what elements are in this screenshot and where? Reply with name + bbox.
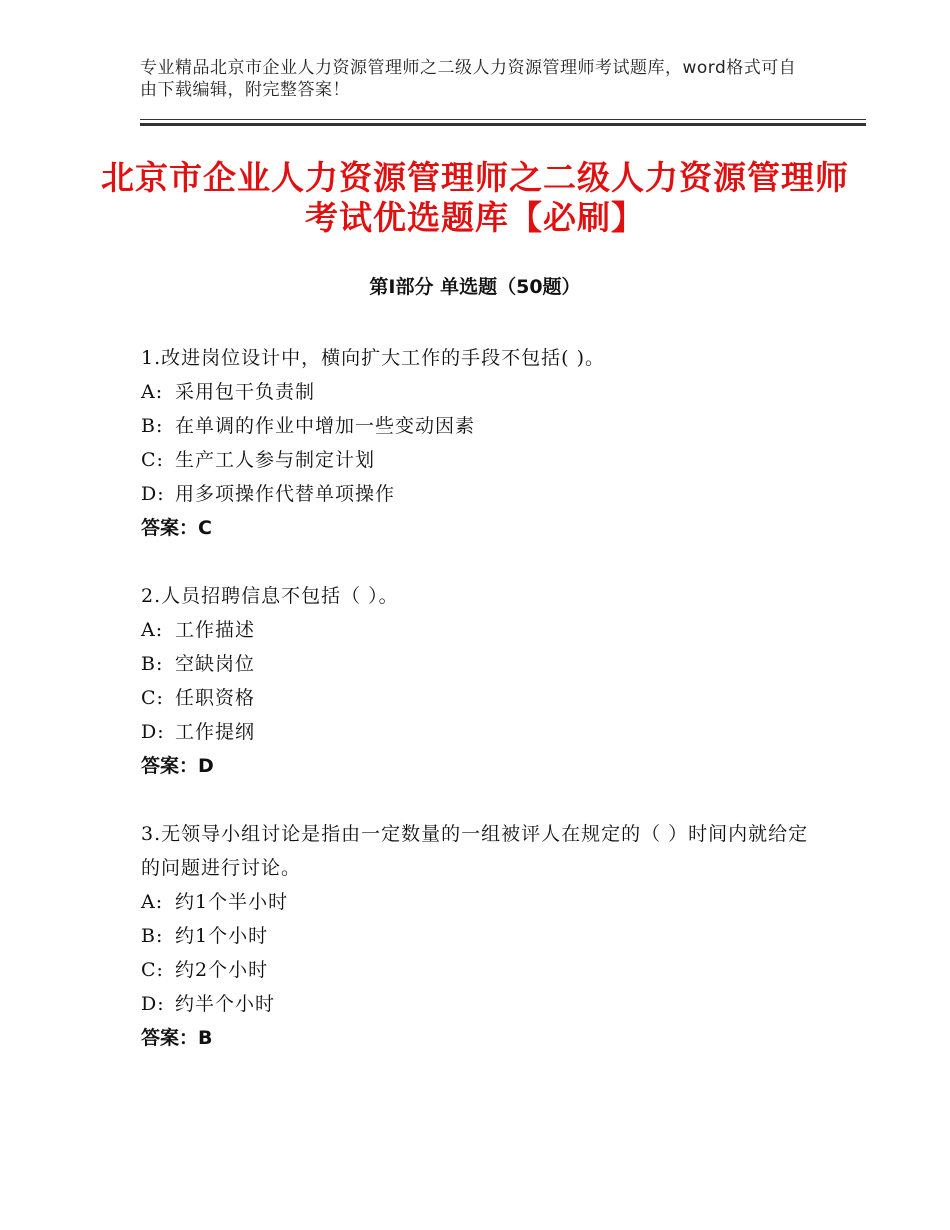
option-b [141, 919, 821, 953]
option-d [141, 987, 821, 1021]
option-key: A: [141, 891, 164, 913]
option-text: 约1个小时 [175, 925, 269, 947]
option-d [141, 715, 821, 749]
option-text: 任职资格 [175, 687, 256, 709]
option-c [141, 443, 821, 477]
option-key: C: [141, 449, 164, 471]
option-key: C: [141, 687, 164, 709]
answer: 答案：D [141, 755, 214, 777]
document-title: 北京市企业人力资源管理师之二级人力资源管理师考试优选题库【必刷】 [101, 158, 849, 237]
answer: 答案：B [141, 1027, 213, 1049]
header-note: 专业精品北京市企业人力资源管理师之二级人力资源管理师考试题库，word格式可自由下载编辑，附完整答案！ [140, 58, 797, 100]
option-d [141, 477, 821, 511]
option-text: 空缺岗位 [175, 653, 256, 675]
option-key: A: [141, 619, 164, 641]
section-heading: 第Ⅰ部分 单选题（50题） [369, 276, 581, 298]
option-key: D: [141, 483, 165, 505]
option-text: 工作提纲 [175, 721, 256, 743]
option-key: C: [141, 959, 164, 981]
option-c [141, 953, 821, 987]
header-divider-thick [140, 123, 866, 126]
option-text: 在单调的作业中增加一些变动因素 [175, 415, 476, 437]
option-a [141, 885, 821, 919]
option-key: B: [141, 653, 164, 675]
question-stem: 1.改进岗位设计中，横向扩大工作的手段不包括( )。 [141, 347, 605, 369]
option-key: B: [141, 925, 164, 947]
answer: 答案：C [141, 517, 212, 539]
option-a [141, 613, 821, 647]
question-list [141, 341, 821, 1089]
option-a [141, 375, 821, 409]
question-2 [141, 579, 821, 783]
option-text: 约1个半小时 [175, 891, 289, 913]
question-stem: 2.人员招聘信息不包括（ ）。 [141, 585, 399, 607]
option-text: 采用包干负责制 [175, 381, 316, 403]
option-key: D: [141, 993, 165, 1015]
option-key: B: [141, 415, 164, 437]
question-3 [141, 817, 821, 1055]
question-stem: 3.无领导小组讨论是指由一定数量的一组被评人在规定的（ ）时间内就给定的问题进行讨论。 [141, 823, 809, 879]
option-text: 生产工人参与制定计划 [175, 449, 376, 471]
option-b [141, 647, 821, 681]
question-1 [141, 341, 821, 545]
header-divider-thin [140, 119, 866, 120]
option-text: 约2个小时 [175, 959, 269, 981]
option-b [141, 409, 821, 443]
option-text: 用多项操作代替单项操作 [175, 483, 396, 505]
option-c [141, 681, 821, 715]
option-key: D: [141, 721, 165, 743]
option-text: 约半个小时 [175, 993, 276, 1015]
option-key: A: [141, 381, 164, 403]
option-text: 工作描述 [175, 619, 256, 641]
